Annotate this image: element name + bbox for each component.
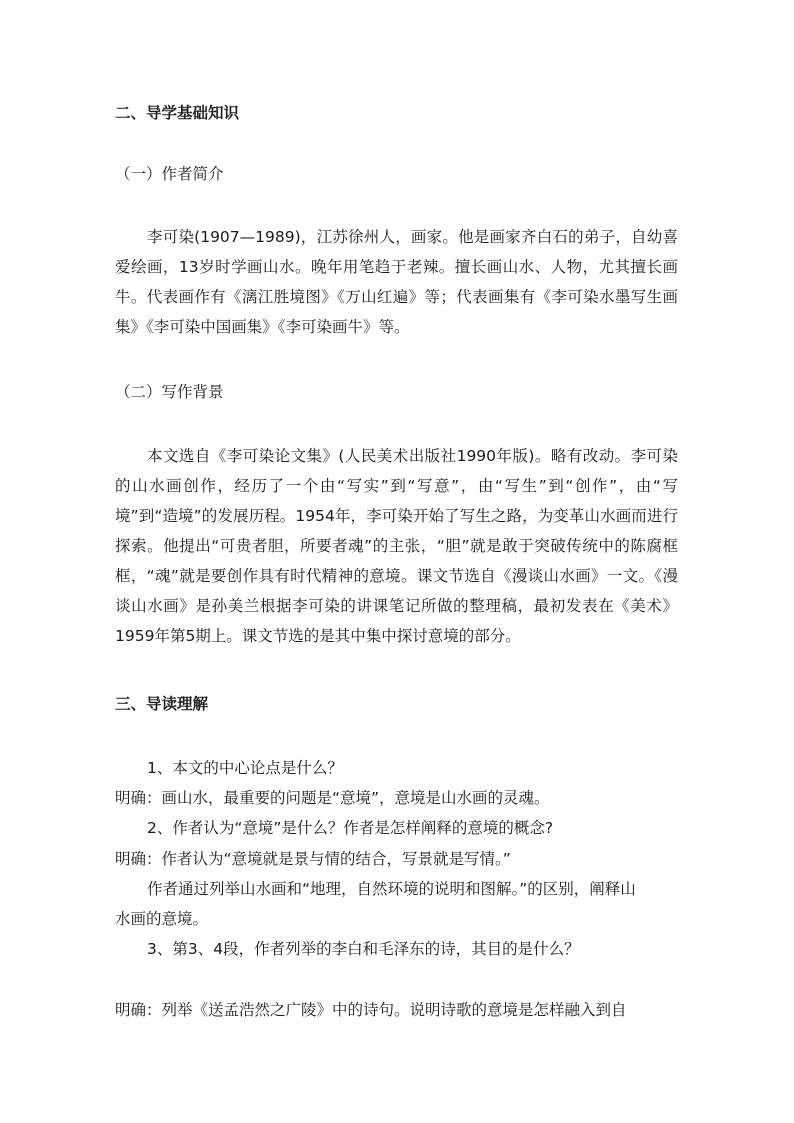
paragraph-writing-background: 本文选自《李可染论文集》(人民美术出版社1990年版)。略有改动。李可染的山水画创作，经历了一个由“写实”到“写意”，由“写生”到“创作”，由“写境”到“造境”的发展历程。1954年，李可染开始了写生之路，为变革山水画而进行探索。他提出“可贵者胆，所要者魂”的主张，“胆”就是敢于突破传统中的陈腐框框，“魂”就是要创作具有时代精神的意境。课文节选自《漫谈山水画》一文。《漫谈山水画》是孙美兰根据李可染的讲课笔记所做的整理稿，最初发表在《美术》1959年第5期上。课文节选的是其中集中探讨意境的部分。 — [115, 447, 678, 645]
question-1: 1、本文的中心论点是什么？ — [147, 759, 343, 777]
answer-1: 明确：画山水，最重要的问题是“意境”，意境是山水画的灵魂。 — [115, 789, 550, 807]
question-2: 2、作者认为“意境”是什么？作者是怎样阐释的意境的概念? — [147, 819, 554, 837]
heading-author-intro: （一）作者简介 — [115, 165, 224, 183]
answer-2-continued-line1: 作者通过列举山水画和“地理，自然环境的说明和图解。”的区别，阐释山 — [147, 880, 636, 898]
paragraph-author-intro: 李可染(1907—1989)，江苏徐州人，画家。他是画家齐白石的弟子，自幼喜爱绘画，13岁时学画山水。晚年用笔趋于老辣。擅长画山水、人物，尤其擅长画牛。代表画作有《漓江胜境图》《万山红遍》等；代表画集有《李可染水墨写生画集》《李可染中国画集》《李可染画牛》等。 — [115, 228, 678, 336]
answer-3: 明确：列举《送孟浩然之广陵》中的诗句。说明诗歌的意境是怎样融入到自 — [115, 1001, 627, 1019]
heading-writing-background: （二）写作背景 — [115, 383, 224, 401]
section-title-guide: 二、导学基础知识 — [115, 104, 240, 122]
answer-2: 明确：作者认为“意境就是景与情的结合，写景就是写情。” — [115, 850, 511, 868]
answer-2-continued-line2: 水画的意境。 — [115, 910, 209, 928]
question-3: 3、第3、4段，作者列举的李白和毛泽东的诗，其目的是什么？ — [147, 940, 580, 958]
section-title-reading: 三、导读理解 — [115, 695, 209, 713]
